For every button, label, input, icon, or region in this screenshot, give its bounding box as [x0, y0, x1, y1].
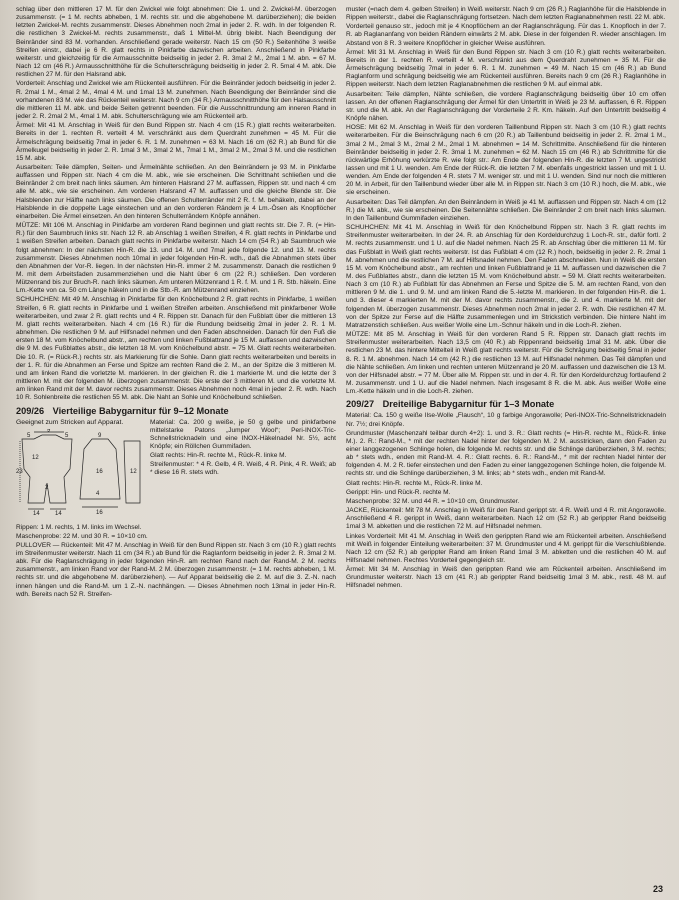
instruction-paragraph: Vorderteil genauso str., jedoch mit je 4 Knopflöchern an der Raglanschrägung. Für das 1. Knopfloch in der 7. R. ab Raglananfang von beiden Rändern einwärts 2 M. abk. Diese in der folgenden R. wieder anschlagen. Im Abstand von 8 R. 3 weitere Knopflöcher in gleicher Weise ausführen.: [346, 23, 666, 47]
instruction-paragraph: Gerippt: Hin- und Rück-R. rechte M.: [346, 488, 451, 496]
pattern-diagram: [16, 419, 144, 521]
instruction-paragraph: Glatt rechts: Hin-R. rechte M., Rück-R. linke M.: [346, 479, 483, 487]
instruction-paragraph: JACKE, Rückenteil: Mit 78 M. Anschlag in Weiß für den Rand gerippt str. 4 R. Weiß und 4 R. mit Angorawolle. Anschließend 4 R. gerippt in Weiß, dann weiterarbeiten. Nach 12 cm (52 R.) ab gerippter Rand beidseitig 1mal 3 M. abketten und die restlichen 72 M. auf Hilfsnadel nehmen.: [346, 507, 666, 531]
instruction-paragraph: Material: Ca. 150 g weiße Ilse-Wolle „Flausch“, 10 g farbige Angorawolle; Peri-INOX-Tric-Schnellstricknadeln Nr. 7½; drei Knöpfe.: [346, 412, 666, 428]
left-column: [16, 6, 336, 884]
instruction-paragraph: MÜTZE: Mit 85 M. Anschlag in Weiß für den vorderen Rand 5 R. Rippen str. Danach glatt rechts im Streifenmuster weiterarbeiten. Nach 13,5 cm (40 R.) ab Rippenrand beidseitig 1mal 31 M. abk. Über die restlichen 23 M. das hintere Mittelteil in Weiß glatt rechts weiterstr. Für die Schrägung beidseitig 5mal in jeder 8. R. 1 M. abnehmen. Nach 14 cm (42 R.) die restlichen 13 M. auf Hilfsnadel nehmen. Das Teil dämpfen und die Nähte schließen. Am linken und rechten unteren Mützenrand je 20 M. auffassen und dazwischen die 13 M. von der Hilfsnadel abstr. = 77 M. Über alle M. Rippen str. und in der 4. R. für den Kordeldurchzug fortlaufend 2 M. zusammenstr. und 1 U. auf die Nadel nehmen. Nach insgesamt 8 R. die M. abk. Aus weißer Wolle eine Lm.-Kette häkeln und in die Loch-R. ziehen.: [346, 331, 666, 396]
dim-sleeve-height2: 4: [96, 490, 100, 497]
instruction-paragraph: Grundmuster (Maschenzahl teilbar durch 4+2): 1. und 3. R.: Glatt rechts (= Hin-R. rechte M., Rück-R. linke M.). 2. R.: Rand-M., * mit der rechten Nadel hinter der folgenden M. 2 M. ausstricken, dann den Faden zu einer langgezogenen Schlinge holen, die folgende M. rechts str. und die Schlinge darüberziehen, 3 M. rechts; ab * stets wdh., enden mit Rand-M. 4. R.: Glatt rechts. 6. R.: Rand-M., * mit der rechten Nadel hinter der folgenden 4. M. 2 R. tiefer einstechen und den Faden zu einer langgezogenen Schlinge holen, die folgende M. rechts str. und die Schlinge darüberziehen, 3 M. links; ab * stets wdh., enden mit Rand-M.: [346, 429, 666, 478]
right-instructions-bottom: [346, 412, 666, 590]
dim-left-height2: 12: [32, 454, 39, 461]
instruction-paragraph: Maschenprobe: 32 M. und 44 R. = 10×10 cm, Grundmuster.: [346, 497, 520, 505]
schematic-svg: [16, 429, 144, 515]
dim-right-height: 12: [130, 468, 137, 475]
instruction-paragraph: Maschenprobe: 22 M. und 30 R. = 10×10 cm.: [16, 532, 148, 540]
instruction-paragraph: Material: Ca. 200 g weiße, je 50 g gelbe und pinkfarbene mittelstarke Patons „Jumper Wool“; Peri-INOX-Tric-Schnellstricknadeln und eine INOX-Häkelnadel Nr. 5½, acht Knöpfe; ein Röllchen Gummifaden.: [150, 418, 336, 450]
section-number: 209/27: [346, 399, 375, 410]
instruction-paragraph: Glatt rechts: Hin-R. rechte M., Rück-R. linke M.: [150, 452, 287, 460]
dim-sleeve-height: 16: [96, 468, 103, 475]
instruction-paragraph: muster (=nach dem 4. gelben Streifen) in Weiß weiterstr. Nach 9 cm (26 R.) Raglanhöhe für die Halsblende in Rippen weiterstr., dabei die Raglanschrägung fortsetzen. Nach dem letzten Raglanabnehmen restl. 22 M. abk.: [346, 6, 666, 22]
section-title: Dreiteilige Babygarnitur für 1–3 Monate: [382, 399, 555, 410]
section-heading-209-26: [16, 406, 336, 417]
section-heading-209-27: [346, 399, 666, 410]
dim-top-mid: 9: [47, 428, 51, 434]
dim-center: 2: [45, 484, 49, 491]
instruction-paragraph: Streifenmuster: * 4 R. Gelb, 4 R. Weiß, 4 R. Pink, 4 R. Weiß; ab * diese 16 R. stets wdh.: [150, 461, 336, 477]
instruction-paragraph: Ausarbeiten: Teile dämpfen, Nähte schließen, die vordere Raglanschrägung beidseitig über 10 cm offen lassen. An der offenen Raglanschrägung der Ärmel für den Untertritt in Weiß je 23 M. auffassen, 6 R. Rippen str. und die M. abk. An der Raglanschrägung der Vorderteile 2 R. Km. häkeln. Auf den Untertritt beidseitig 4 Knöpfe nähen.: [346, 90, 666, 123]
left-instructions-top: [16, 6, 336, 403]
instruction-paragraph: schlag über den mittleren 17 M. für den Zwickel wie folgt abnehmen: Die 1. und 2. Zwickel-M. überzogen zusammenstr. (= 1 M. rechts abheben, 1 M. rechts str. und die abgehobene M. darüberziehen); die beiden letzten Zwickel-M. rechts zusammenstr. Dieses Abnehmen noch 2mal in jeder 2. R. wdh. In der folgenden R. die restlichen 3 Zwickel-M. rechts zusammenstr., daß 1 Mittel-M. übrig bleibt. Nach Beendigung der Beinränder sind 83 M. vorhanden. Anschließend gerade weiterstr. Nach 15 cm (50 R.) Seitenhöhe 3 weiße Streifen einstr., dabei je 6 R. glatt rechts in Pinkfarbe dazwischen arbeiten. Anschließend in Pinkfarbe weiterstr. und gleichzeitig für die Armausschnitte beidseitig in jeder 2. R. 3mal 2 M., 2mal 1 M. abn. = 67 M. Nach 12 cm (46 R.) Armausschnitthöhe für die Schulterschrägung beidseitig in jeder 2. R. 5mal 4 M. abk. Die restlichen 27 M. für den Halsrand abk.: [16, 6, 336, 79]
body-outline: [22, 432, 72, 503]
page-number: 23: [652, 884, 663, 894]
instruction-paragraph: Ärmel: Mit 34 M. Anschlag in Weiß den gerippten Rand wie am Rückenteil arbeiten. Anschließend im Grundmuster weiterstr. Nach 13 cm (41 R.) ab gerippter Rand beidseitig 1mal 3 M. abk., restl. 48 M. auf Hilfsnadel nehmen.: [346, 566, 666, 590]
dim-top-right: 5: [65, 432, 69, 439]
instruction-paragraph: Linkes Vorderteil: Mit 41 M. Anschlag in Weiß den gerippten Rand wie am Rückenteil arbeiten. Anschließend mit Weiß in folgender Einteilung weiterarbeiten: 37 M. Grundmuster und 4 M. gerippt für die Verschlußblende. Nach 12 cm (52 R.) ab gerippter Rand am linken Rand 1mal 3 M. abketten und die restlichen 40 M. auf Hilfsnadel nehmen. Rechtes Vorderteil gegengleich str.: [346, 532, 666, 564]
right-column: [346, 6, 666, 884]
dim-left-height: 23: [16, 468, 23, 475]
instruction-paragraph: HOSE: Mit 62 M. Anschlag in Weiß für den vorderen Taillenbund Rippen str. Nach 3 cm (10 R.) glatt rechts weiterarbeiten. Für die Beinschrägung nach 6 cm (20 R.) ab Taillenbund beidseitig in jeder 2. R. 2mal 1 M., 3mal 2 M., 2mal 3 M., 2mal 2 M., 2mal 1 M. abnehmen = 14 M. Schrittmitte. Anschließend für die hinteren Beinränder beidseitig in jeder 2. R. 3mal 1 M. zunehmen = 62 M. Nach 15 cm (46 R.) ab Schrittmitte für die rückwärtige Erhöhung verkürzte R. wie folgt str.: Am Ende der folgenden Hin-R. die letzten 7 M. ungestrickt lassen und mit 1 U. wenden. Am Ende der Rück-R. die letzten 7 M. ebenfalls ungestrickt lassen und mit 1 U. wenden. Am Ende der folgenden 4 R. stets 7 M. weniger str. und mit 1 U. wenden. Sind nur noch die mittleren 20 M. in Arbeit, für den Taillenbund wieder über alle M. in Rippen str. Nach 3 cm (10 R.) hoch, die M. abk., wie sie erscheinen.: [346, 124, 666, 197]
instruction-paragraph: Ausarbeiten: Das Teil dämpfen. An den Beinrändern in Weiß je 41 M. auffassen und Rippen str. Nach 4 cm (12 R.) die M. abk., wie sie erscheinen. Die Seitennähte schließen. Die Beinränder 2 cm breit nach links säumen. In den Taillenbund Gummifaden einziehen.: [346, 198, 666, 222]
right-instructions-top: [346, 6, 666, 396]
section-note: Geeignet zum Stricken auf Apparat.: [16, 418, 124, 426]
instruction-paragraph: Ärmel: Mit 31 M. Anschlag in Weiß für den Bund Rippen str. Nach 3 cm (10 R.) glatt rechts weiterarbeiten. Bereits in der 1. rechten R. verteilt 4 M. verschränkt aus dem Querdraht zunehmen = 35 M. Für die Ärmelschrägung beidseitig 7mal in jeder 6. R. 1 M. zunehmen = 49 M. Nach 15 cm (46 R.) ab Bund Raglanform und schrägung beidseitig wie am Rückenteil ausführen. Bereits nach 9 cm (26 R.) Raglanhöhe in Rippen weiterstr. Nach dem letzten Raglanabnehmen die restlichen 9 M. auf einmal abk.: [346, 48, 666, 89]
dim-top-left: 5: [27, 432, 31, 439]
instruction-paragraph: SCHUHCHEN: Mit 49 M. Anschlag in Pinkfarbe für den Knöchelbund 2 R. glatt rechts in Pinkfarbe, 1 weißen Streifen, 6 R. glatt rechts in Pinkfarbe und 1 weißen Streifen arbeiten. Anschließend mit pinkfarbener Wolle weiterarbeiten, und zwar 2 R. glatt rechts und 4 R. Rippen str. Danach für den Fußblatt über die mittleren 13 M. glatt rechts weiterarbeiten. Nach 4 cm (16 R.) für die Rundung beidseitig 2mal in jeder 2. R. 1 M. abnehmen. Die restlichen 9 M. auf Hilfsnadel nehmen und den Faden abschneiden. Danach für den Fuß die ersten 18 M. vom Knöchelbund abstr., am rechten und linken Fußblattrand je 15 M. auffassen und dazwischen die 9 M. des Fußblattes abstr., die letzten 18 M. vom Knöchelbund abstr. = 75 M. Glatt rechts weiterarbeiten. Die 10. R. (= Rück-R.) rechts str. als Markierung für die Sohle. Dann glatt rechts weiterarbeiten und bereits in der 1. R. für die Abnahmen an Ferse und Spitze am rechten Rand die 2. M., an der Spitze die 3 mittleren M. und am linken Rand die vorletzte M. markieren. In der gleichen R. die 1 markierte M. und die letzte der 3 mittleren M. mit der folgenden M. überzogen zusammenstr. Die erste der 3 mittleren M. und die vorletzte M. am linken Rand mit der M. davor rechts zusammenstr. Dieses Abnehmen noch 4mal in jeder 2. R. wdh. Nach 10 R. Sohlenbreite die restlichen 55 M. abk. Die Naht an Sohle und Knöchelbund schließen.: [16, 296, 336, 402]
dim-sleeve-width: 16: [96, 509, 103, 515]
instruction-paragraph: MÜTZE: Mit 106 M. Anschlag in Pinkfarbe am vorderen Rand beginnen und glatt rechts str. Die 7. R. (= Hin-R.) für den Saumbruch links str. Nach 12 R. ab Anschlag 1 weißen Streifen, 4 R. glatt rechts in Pinkfarbe und 1 weißen Streifen arbeiten. Danach glatt rechts in Pinkfarbe weiterstr. Nach 14 cm (54 R.) ab Saumbruch wie folgt abnehmen: In der nächsten Hin-R. die 13. und 14. M. und 7mal jede folgende 12. und 13. M. rechts zusammenstr. Dieses Abnehmen noch 10mal in jeder folgenden Hin-R. wdh., daß die Abnahmen stets über den Abnahmen der Vor-R. liegen. In der nächsten Hin-R. immer 2 M. zusammenstr. Danach die restlichen 9 M. mit dem Arbeitsfaden zusammenziehen und die Naht über 6 cm (22 R.) schließen. Den vorderen Mützenrand bis zur Bruch-R. nach links säumen. Am unteren Mützenrand 1 R. f. M. und 1 R. Stb. häkeln. Eine Lm.-Kette von ca. 50 cm Länge häkeln und in die Stb.-R. am Mützenrand einziehen.: [16, 222, 336, 295]
material-block: [150, 419, 336, 521]
section-title: Vierteilige Babygarnitur für 9–12 Monate: [52, 405, 229, 416]
section-number: 209/26: [16, 405, 45, 416]
instruction-paragraph: Rippen: 1 M. rechts, 1 M. links im Wechsel.: [16, 523, 142, 531]
left-instructions-bottom: [16, 524, 336, 599]
dim-bottom-right: 14: [55, 510, 62, 515]
instruction-paragraph: PULLOVER — Rückenteil: Mit 47 M. Anschlag in Weiß für den Bund Rippen str. Nach 3 cm (10 R.) glatt rechts im Streifenmuster weiterstr. Nach 11 cm (34 R.) ab Bund für die Raglanform beidseitig in jeder 2. R. 3mal 2 M. abk. Für die Raglanschrägung in jeder folgenden Hin-R. am rechten Rand nach der Rand-M. 2 M. rechts zusammenstr., am linken Rand vor der Rand-M. 2 M. überzogen zusammenstr. (= 1 M. rechts abheben, 1 M. rechts str. und die abgehobene M. darüberziehen). — Auf Apparat beidseitig die 2. M. auf die 3. Z.-N. nach innen hängen und die Rand-M. um 1 Z.-N. nachhängen. — Dieses Abnehmen noch 13mal in jeder Hin-R. wdh. Bereits nach 52 R. Streifen-: [16, 541, 336, 598]
dim-bottom-left: 14: [33, 510, 40, 515]
instruction-paragraph: Ausarbeiten: Teile dämpfen, Seiten- und Ärmelnähte schließen. An den Beinrändern je 93 M. in Pinkfarbe auffassen und Rippen str. Nach 4 cm die M. abk., wie sie erscheinen. Die Schrittnaht schließen und die Beinränder 2 cm breit nach links säumen. Am hinteren Halsrand 27 M. auffassen, Rippen str. und nach 4 cm alle M. abk., wie sie erscheinen. Am vorderen Halsrand 47 M. auffassen und die gleiche Blende str. Die Halsblenden zur Hälfte nach links säumen. Die offenen Schulterränder mit 2 R. f. M. behäkeln, dabei an der Halsblende in die doppelte Lage einstechen und an den vorderen Rändern je 4 Lm.-Ösen als Knopflöcher einarbeiten. Die Ärmel einsetzen. An den hinteren Schulterrändern Knöpfe annähen.: [16, 163, 336, 220]
instruction-paragraph: Ärmel: Mit 41 M. Anschlag in Weiß für den Bund Rippen str. Nach 4 cm (15 R.) glatt rechts weiterarbeiten. Bereits in der 1. rechten R. verteilt 4 M. verschränkt aus dem Querdraht zunehmen = 45 M. Für die Ärmelschrägung beidseitig 7mal in jeder 6. R. 1 M. zunehmen = 63 M. Nach 16 cm (62 R.) ab Bund für die Ärmelkugel beidseitig in jeder 2. R. 1mal 3 M., 3mal 2 M., 7mal 1 M., 3mal 2 M., 2mal 3 M. und die restlichen 15 M. abk.: [16, 122, 336, 162]
pattern-block: [16, 419, 336, 521]
instruction-paragraph: Vorderteil: Anschlag und Zwickel wie am Rückenteil ausführen. Für die Beinränder jedoch beidseitig in jeder 2. R. 2mal 1 M., 4mal 2 M., 4mal 4 M. und 1mal 13 M. zunehmen. Nach Beendigung der Beinränder sind die vorhandenen 83 M. wie das Rückenteil weiterstr. Nach 9 cm (34 R.) Armausschnitthöhe für den Halsausschnitt die mittleren 11 M. abk. und beide Seiten getrennt beenden. Für die Ausschnittrundung am inneren Rand in jeder 2. R. 2mal 2 M., 4mal 1 M. abk. Schulterschrägung wie am Rückenteil arb.: [16, 80, 336, 121]
instruction-paragraph: SCHUHCHEN: Mit 41 M. Anschlag in Weiß für den Knöchelbund Rippen str. Nach 3 R. glatt rechts im Streifenmuster weiterarbeiten. In der 24. R. ab Anschlag für den Kordeldurchzug 1 Loch-R. str., dafür fortl. 2 M. rechts zusammenstr. und 1 U. auf die Nadel nehmen. Nach 25 R. ab Anschlag über die mittleren 11 M. für das Fußblatt in Weiß glatt rechts weiterstr. Ist das Fußblatt 4 cm (12 R.) hoch, beidseitig in jeder 2. R. 2mal 1 M. abnehmen und die restlichen 7 M. auf Hilfsnadel nehmen. Den Faden abschneiden. Nun in Weiß die ersten 15 M. vom Knöchelbund abstr., am rechten und linken Fußblattrand je 11 M. auffassen und dazwischen die 7 M. des Fußblattes abstr., dann die letzten 15 M. vom Knöchelbund abstr. = 59 M. Glatt rechts weiterarbeiten. Nach 3 cm (10 R.) ab Fußblatt für das Abnehmen an Ferse und Spitze die 5. M. am rechten Rand, von den mittleren 9 M. die 1. und 9. M. und am linken Rand die 5.-letzte M. markieren. In der folgenden Hin-R. die 1. und 3. dieser 4 markierten M. mit der M. davor rechts zusammenstr., die 2. und 4. markierte M. mit der folgenden M. überzogen zusammenstr. Dieses Abnehmen noch 2mal in jeder 2. R. wdh. Die restlichen 47 M. von der Spitze zur Ferse auf die Hälfte zusammenlegen und im Strickstich verbinden. Die hintere Naht im Matratzenstich schließen. Aus weißer Wolle eine Lm.-Schnur häkeln und in die Loch-R. ziehen.: [346, 224, 666, 329]
dim-sleeve-top: 9: [98, 432, 102, 439]
